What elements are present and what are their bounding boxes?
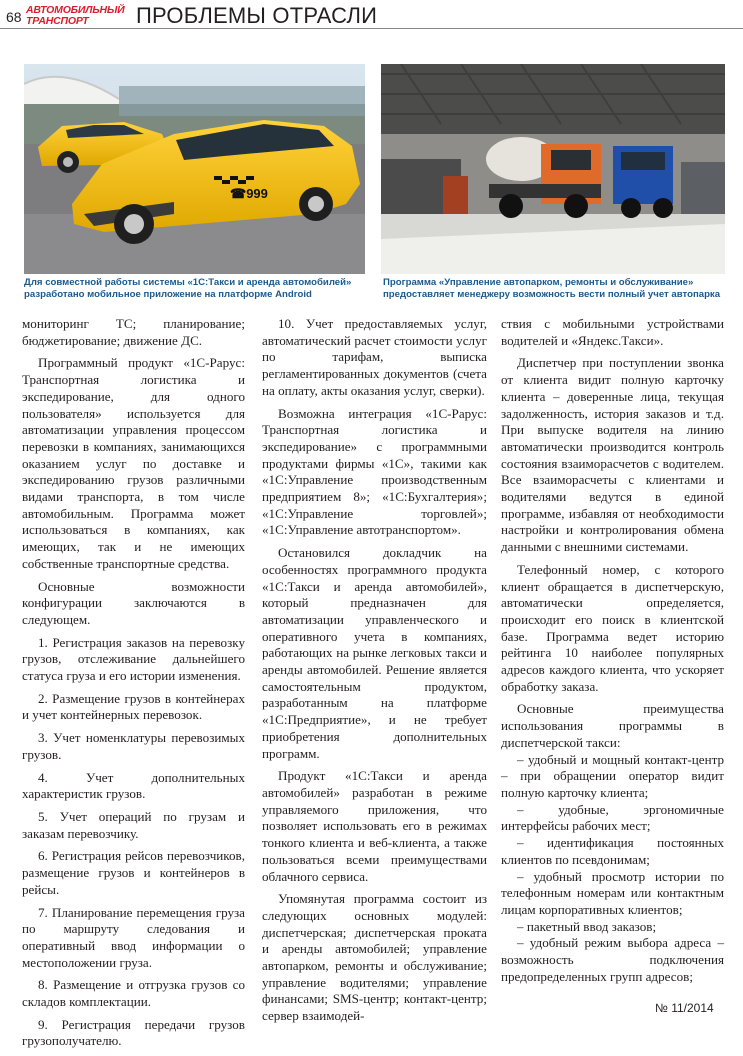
paragraph: Основные преимущества использования программы в диспетчерской такси: (501, 701, 724, 750)
list-item: 9. Регистрация передачи грузов грузополучателю. (22, 1016, 245, 1049)
paragraph: Диспетчер при поступлении звонка от клиента видит полную карточку клиента – доверенные лица, текущая задолженность, история заказов и т.д. При выпуске водителя на линию автоматически производится контроль состояния взаиморасчетов с водителем. Все взаиморасчеты с клиентами и водителями ведутся в единой программе, избавляя от необходимости настройки и контролирования обмена данными с внешними системами. (501, 355, 724, 555)
logo-line-2: ТРАНСПОРТ (26, 15, 89, 27)
paragraph: Программный продукт «1С-Рарус: Транспортная логистика и экспедирование, для одного пользователя» используется для автоматизации управления процессом перевозки в компаниях, занимающихся оказанием услуг по доставке и экспедированию грузов различными видами транспорта, в том числе автомобильным. Программа может использоваться в компаниях, как имеющих, так и не имеющих собственные транспортные средства. (22, 355, 245, 571)
list-item: – удобные, эргономичные интерфейсы рабочих мест; (501, 801, 724, 834)
taxi-photo (24, 64, 365, 274)
paragraph: Телефонный номер, с которого клиент обращается в диспетчерскую, автоматически определяется, происходит его поиск в клиентской базе. Программа ведет историю рейтинга 10 наиболее популярных адресов каждого клиента, что ускоряет обработку заказа. (501, 561, 724, 694)
paragraph: Упомянутая программа состоит из следующих основных модулей: диспетчерская; диспетчерская проката и аренды автомобилей; управление автопарком, ремонты и обслуживание; управление водителями; управление финансами; SMS-центр; контакт-центр; сервер взаимодей- (262, 891, 487, 1024)
list-item: – удобный просмотр истории по телефонным номерам или контактным лицам корпоративных клиентов; (501, 868, 724, 917)
paragraph: ствия с мобильными устройствами водителей и «Яндекс.Такси». (501, 316, 724, 348)
list-item: – пакетный ввод заказов; (517, 918, 657, 934)
paragraph: Остановился докладчик на особенностях программного продукта «1С:Такси и аренда автомобилей», который предназначен для автоматизации управленческого и оперативного учета в компаниях, работающих на рынке легковых такси и аренды автомобилей. Решение является самостоятельным продуктом, разработанным на платформе «1С:Предприятие», и не требует приобретения дополнительных программ. (262, 545, 487, 761)
section-title: ПРОБЛЕМЫ ОТРАСЛИ (136, 3, 378, 28)
list-item: 2. Размещение грузов в контейнерах и учет контейнерных перевозок. (22, 690, 245, 723)
paragraph: мониторинг ТС; планирование; бюджетирование; движение ДС. (22, 316, 245, 348)
list-item: 4. Учет дополнительных характеристик грузов. (22, 769, 245, 802)
logo-line-1: АВТОМОБИЛЬНЫЙ (26, 4, 125, 16)
text-column-1 (22, 316, 245, 1056)
paragraph: Возможна интеграция «1С-Рарус: Транспортная логистика и экспедирование» с программными продуктами фирмы «1С», такими как «1С:Управление производственным предприятием 8»; «1С:Бухгалтерия»; «1С:Управление торговлей»; «1С:Управление автотранспортом». (262, 405, 487, 538)
garage-photo (381, 64, 725, 274)
page-header (0, 0, 743, 30)
page-number: 68 (6, 9, 22, 25)
list-item: 1. Регистрация заказов на перевозку грузов, отслеживание дальнейшего статуса груза и его истории изменения. (22, 634, 245, 684)
issue-number: № 11/2014 (655, 1001, 714, 1015)
photo-caption-left: Для совместной работы системы «1С:Такси и аренда автомобилей» разработано мобильное приложение на платформе Android (24, 277, 352, 300)
paragraph: Основные возможности конфигурации заключаются в следующем. (22, 578, 245, 627)
list-item: – идентификация постоянных клиентов по псевдонимам; (501, 835, 724, 867)
text-column-3 (501, 316, 724, 985)
list-item: 8. Размещение и отгрузка грузов со складов комплектации. (22, 977, 245, 1010)
list-item: 5. Учет операций по грузам и заказам перевозчику. (22, 808, 245, 841)
garage-photo-illustration (381, 64, 725, 274)
list-item: – удобный и мощный контакт-центр – при обращении оператор видит полную карточку клиента; (501, 751, 724, 800)
list-item: 3. Учет номенклатуры перевозимых грузов. (22, 730, 245, 762)
list-item: 10. Учет предоставляемых услуг, автоматический расчет стоимости услуг по тарифам, выписка регламентированных документов (счета на оплату, акты оказания услуг, сверки). (262, 316, 487, 398)
text-column-2 (262, 316, 487, 1031)
taxi-photo-illustration (24, 64, 365, 274)
list-item: 6. Регистрация рейсов перевозчиков, размещение грузов и контейнеров в рейсы. (22, 848, 245, 897)
photo-caption-right: Программа «Управление автопарком, ремонты и обслуживание» предоставляет менеджеру возможность вести полный учет автопарка (383, 277, 721, 300)
list-item: – удобный режим выбора адреса – возможность подключения предопределенных групп адресов; (501, 935, 724, 984)
magazine-logo (26, 5, 124, 27)
list-item: 7. Планирование перемещения груза по маршруту следования и оперативный ввод информации о местоположении груза. (22, 904, 245, 970)
paragraph: Продукт «1С:Такси и аренда автомобилей» разработан в режиме управляемого приложения, что позволяет использовать его в режимах тонкого клиента и веб-клиента, а также пользоваться всеми преимуществами облачного сервиса. (262, 768, 487, 884)
header-rule (0, 28, 743, 29)
taxi-sign-text: ☎999 (230, 186, 268, 201)
